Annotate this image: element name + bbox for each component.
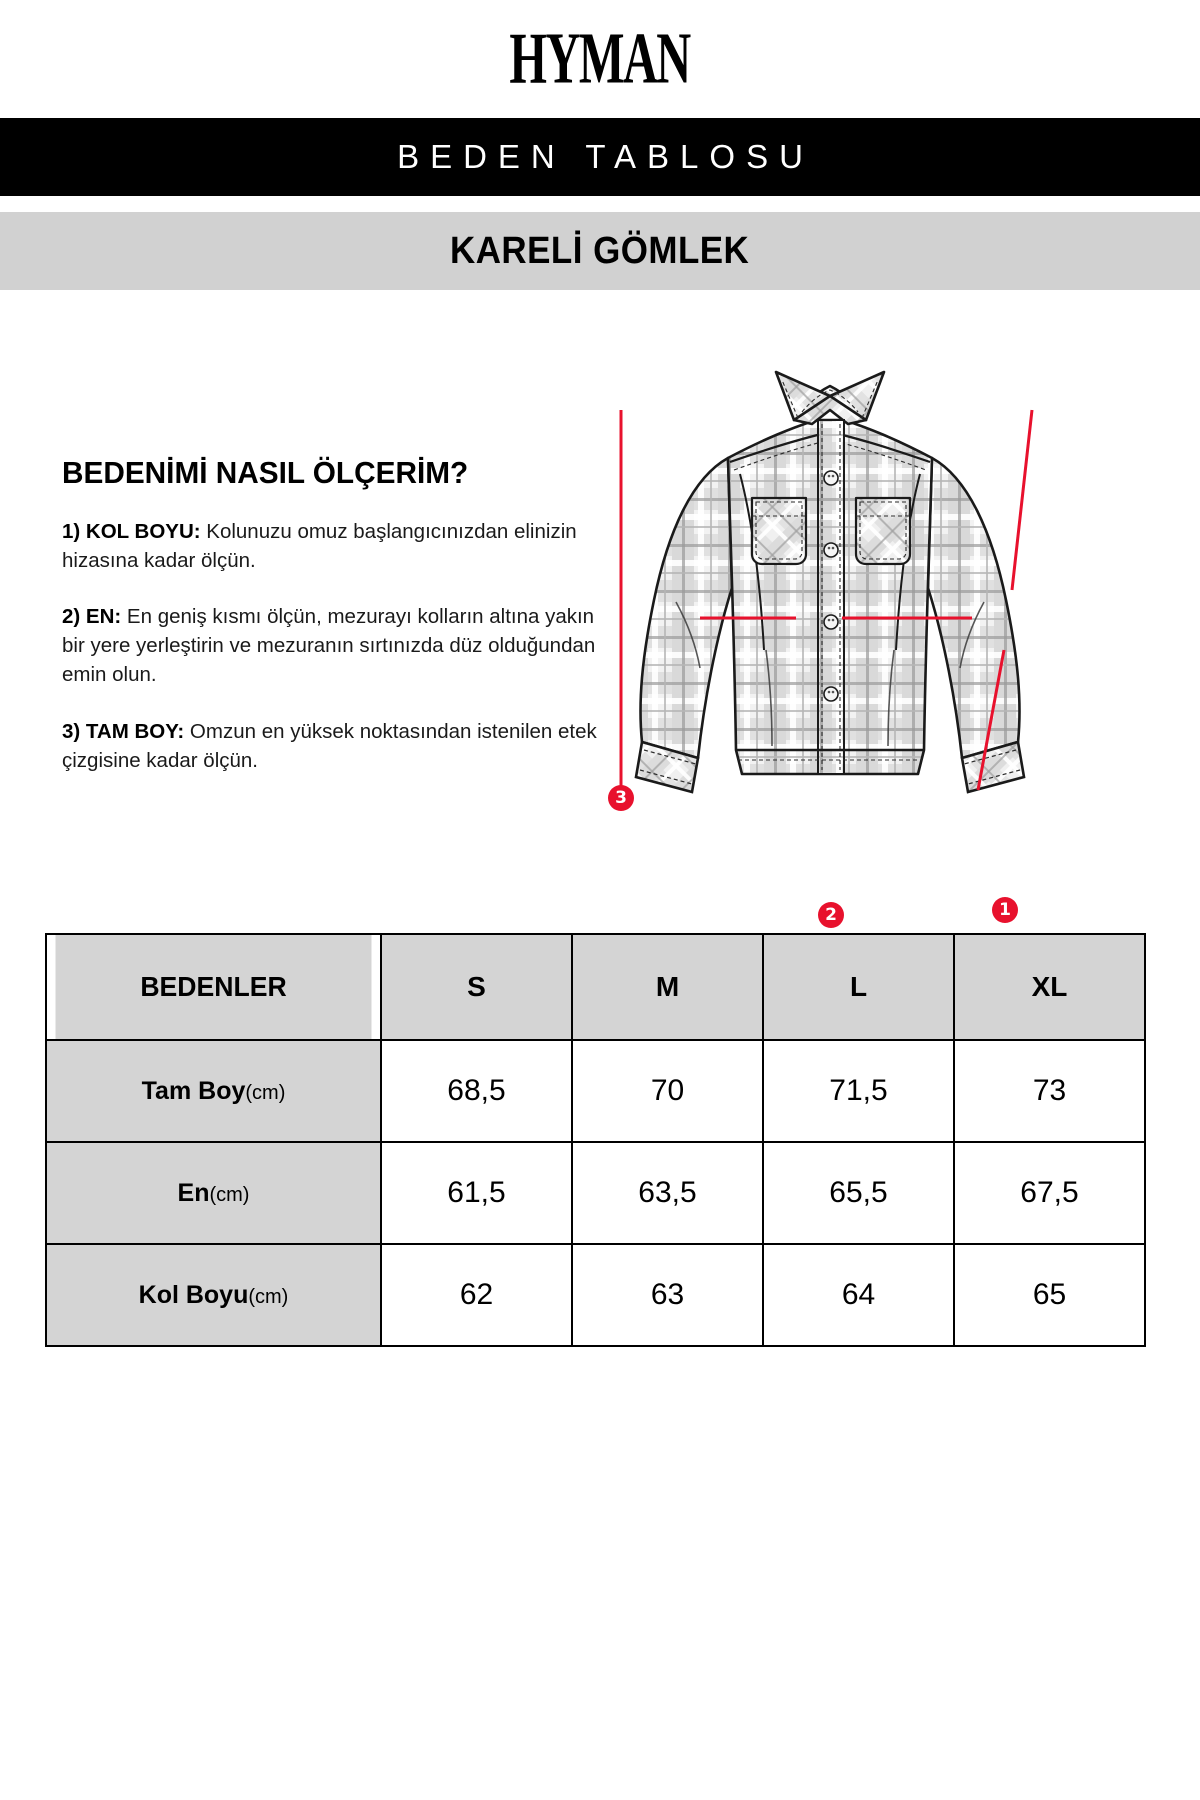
how-to-measure-title: BEDENİMİ NASIL ÖLÇERİM? [62, 455, 469, 490]
row-label-tam-boy [46, 1040, 381, 1142]
size-table-wrapper [45, 933, 1145, 1347]
cell-en-s: 61,5 [381, 1142, 572, 1244]
instruction-text-3: Omzun en yüksek noktasından istenilen etek çizgisine kadar ölçün. [62, 719, 597, 772]
shirt-technical-drawing [580, 350, 1180, 930]
cell-tam-boy-l: 71,5 [763, 1040, 954, 1142]
measure-marker-2: 2 [818, 902, 844, 928]
cell-kol-boyu-m: 63 [572, 1244, 763, 1346]
cell-tam-boy-xl: 73 [954, 1040, 1145, 1142]
shirt-illustration [580, 350, 1180, 930]
row-label-text: Tam Boy [141, 1076, 246, 1105]
product-name: KARELİ GÖMLEK [450, 229, 750, 272]
row-label-text: Kol Boyu [138, 1280, 249, 1309]
row-label-unit: (cm) [209, 1183, 250, 1206]
instruction-text-2: En geniş kısmı ölçün, mezurayı kolların altına yakın bir yere yerleştirin ve mezuranın sırtınızda düz olduğundan emin olun. [62, 605, 596, 687]
band-divider [0, 196, 1200, 212]
row-label-kol-boyu [46, 1244, 381, 1346]
column-header-xl: XL [954, 934, 1145, 1040]
table-row [46, 1040, 1145, 1142]
how-to-measure-block [62, 455, 602, 775]
brand-header [0, 0, 1200, 118]
column-header-l: L [763, 934, 954, 1040]
cell-tam-boy-m: 70 [572, 1040, 763, 1142]
instruction-label-1: 1) KOL BOYU: [62, 520, 201, 543]
cell-en-xl: 67,5 [954, 1142, 1145, 1244]
cell-kol-boyu-xl: 65 [954, 1244, 1145, 1346]
size-table-head [46, 934, 1145, 1040]
measure-marker-1: 1 [992, 897, 1018, 923]
cell-en-m: 63,5 [572, 1142, 763, 1244]
instruction-item-2 [62, 602, 602, 689]
instruction-text-1: Kolunuzu omuz başlangıcınızdan elinizin hizasına kadar ölçün. [62, 520, 577, 573]
cell-kol-boyu-s: 62 [381, 1244, 572, 1346]
measure-marker-3: 3 [608, 785, 634, 811]
row-label-text: En [177, 1178, 210, 1207]
column-header-sizes: BEDENLER [54, 934, 372, 1040]
grey-product-band [0, 212, 1200, 290]
instruction-item-1 [62, 517, 602, 575]
black-band-title: BEDEN TABLOSU [397, 138, 814, 175]
cell-kol-boyu-l: 64 [763, 1244, 954, 1346]
black-title-band [0, 118, 1200, 196]
instruction-label-3: 3) TAM BOY: [62, 719, 185, 743]
measure-guide-section [0, 290, 1200, 950]
table-row [46, 1142, 1145, 1244]
column-header-s: S [381, 934, 572, 1040]
row-label-unit: (cm) [248, 1285, 289, 1308]
table-header-row [46, 934, 1145, 1040]
row-label-en [46, 1142, 381, 1244]
row-label-unit: (cm) [245, 1081, 286, 1104]
table-row [46, 1244, 1145, 1346]
column-header-m: M [572, 934, 763, 1040]
size-table-body [46, 1040, 1145, 1346]
brand-logo: HYMAN [509, 18, 691, 100]
cell-tam-boy-s: 68,5 [381, 1040, 572, 1142]
instruction-item-3 [62, 717, 602, 775]
cell-en-l: 65,5 [763, 1142, 954, 1244]
size-table [45, 933, 1146, 1347]
instruction-label-2: 2) EN: [62, 605, 122, 629]
